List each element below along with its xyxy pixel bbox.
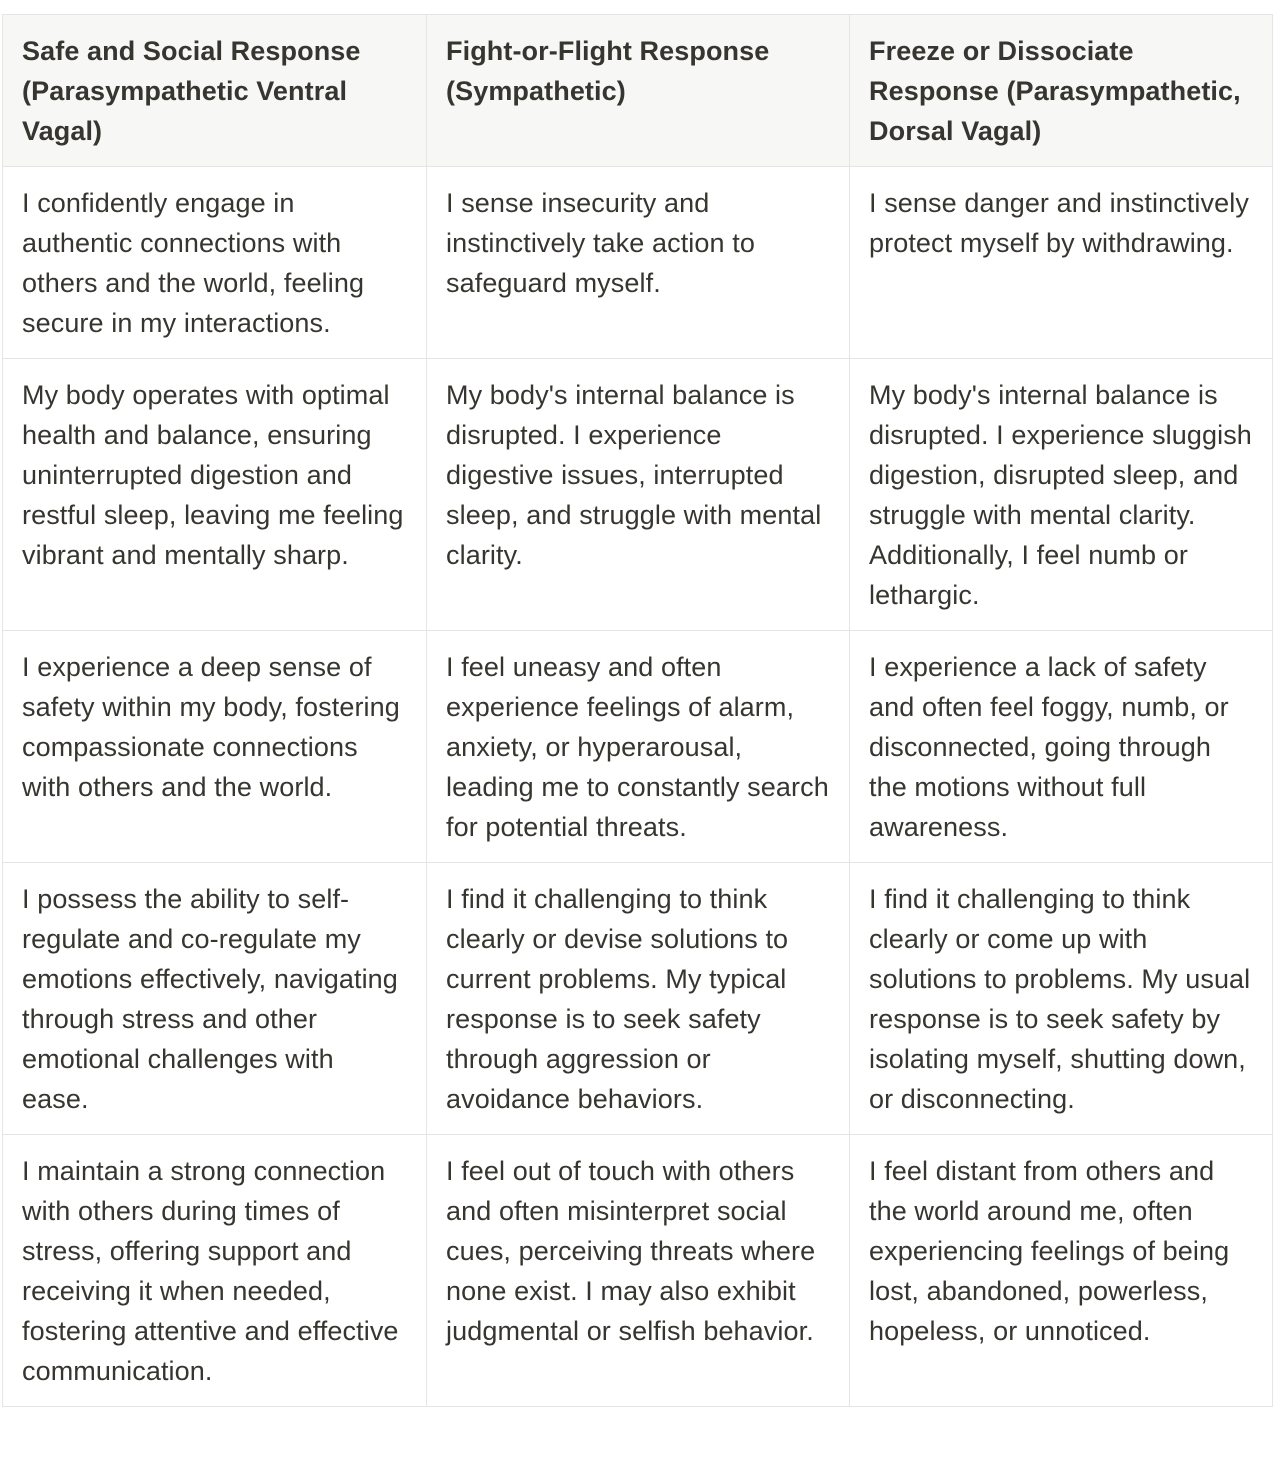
table-body bbox=[3, 167, 1273, 1407]
table-cell: I confidently engage in authentic connections with others and the world, feeling secure in my interactions. bbox=[3, 167, 427, 359]
table-row bbox=[3, 167, 1273, 359]
table-cell: I find it challenging to think clearly or come up with solutions to problems. My usual response is to seek safety by isolating myself, shutting down, or disconnecting. bbox=[850, 863, 1273, 1135]
header-safe-and-social: Safe and Social Response (Parasympathetic Ventral Vagal) bbox=[3, 15, 427, 167]
table-cell: My body's internal balance is disrupted. I experience digestive issues, interrupted sleep, and struggle with mental clarity. bbox=[427, 359, 850, 631]
header-freeze-or-dissociate: Freeze or Dissociate Response (Parasympathetic, Dorsal Vagal) bbox=[850, 15, 1273, 167]
table-cell: I find it challenging to think clearly or devise solutions to current problems. My typical response is to seek safety through aggression or avoidance behaviors. bbox=[427, 863, 850, 1135]
response-comparison-table bbox=[2, 14, 1273, 1407]
table-cell: I sense danger and instinctively protect myself by withdrawing. bbox=[850, 167, 1273, 359]
table-cell: I sense insecurity and instinctively take action to safeguard myself. bbox=[427, 167, 850, 359]
table-cell: I maintain a strong connection with others during times of stress, offering support and receiving it when needed, fostering attentive and effective communication. bbox=[3, 1135, 427, 1407]
response-comparison-table-container bbox=[2, 14, 1272, 1407]
table-row bbox=[3, 631, 1273, 863]
table-row bbox=[3, 1135, 1273, 1407]
table-cell: I experience a lack of safety and often feel foggy, numb, or disconnected, going through the motions without full awareness. bbox=[850, 631, 1273, 863]
header-fight-or-flight: Fight-or-Flight Response (Sympathetic) bbox=[427, 15, 850, 167]
table-cell: I possess the ability to self-regulate and co-regulate my emotions effectively, navigating through stress and other emotional challenges with ease. bbox=[3, 863, 427, 1135]
table-cell: I feel uneasy and often experience feelings of alarm, anxiety, or hyperarousal, leading me to constantly search for potential threats. bbox=[427, 631, 850, 863]
header-row bbox=[3, 15, 1273, 167]
table-cell: I feel out of touch with others and often misinterpret social cues, perceiving threats where none exist. I may also exhibit judgmental or selfish behavior. bbox=[427, 1135, 850, 1407]
table-row bbox=[3, 863, 1273, 1135]
table-cell: I feel distant from others and the world around me, often experiencing feelings of being lost, abandoned, powerless, hopeless, or unnoticed. bbox=[850, 1135, 1273, 1407]
table-cell: I experience a deep sense of safety within my body, fostering compassionate connections with others and the world. bbox=[3, 631, 427, 863]
table-row bbox=[3, 359, 1273, 631]
table-cell: My body's internal balance is disrupted. I experience sluggish digestion, disrupted sleep, and struggle with mental clarity. Additionally, I feel numb or lethargic. bbox=[850, 359, 1273, 631]
table-cell: My body operates with optimal health and balance, ensuring uninterrupted digestion and restful sleep, leaving me feeling vibrant and mentally sharp. bbox=[3, 359, 427, 631]
table-header bbox=[3, 15, 1273, 167]
